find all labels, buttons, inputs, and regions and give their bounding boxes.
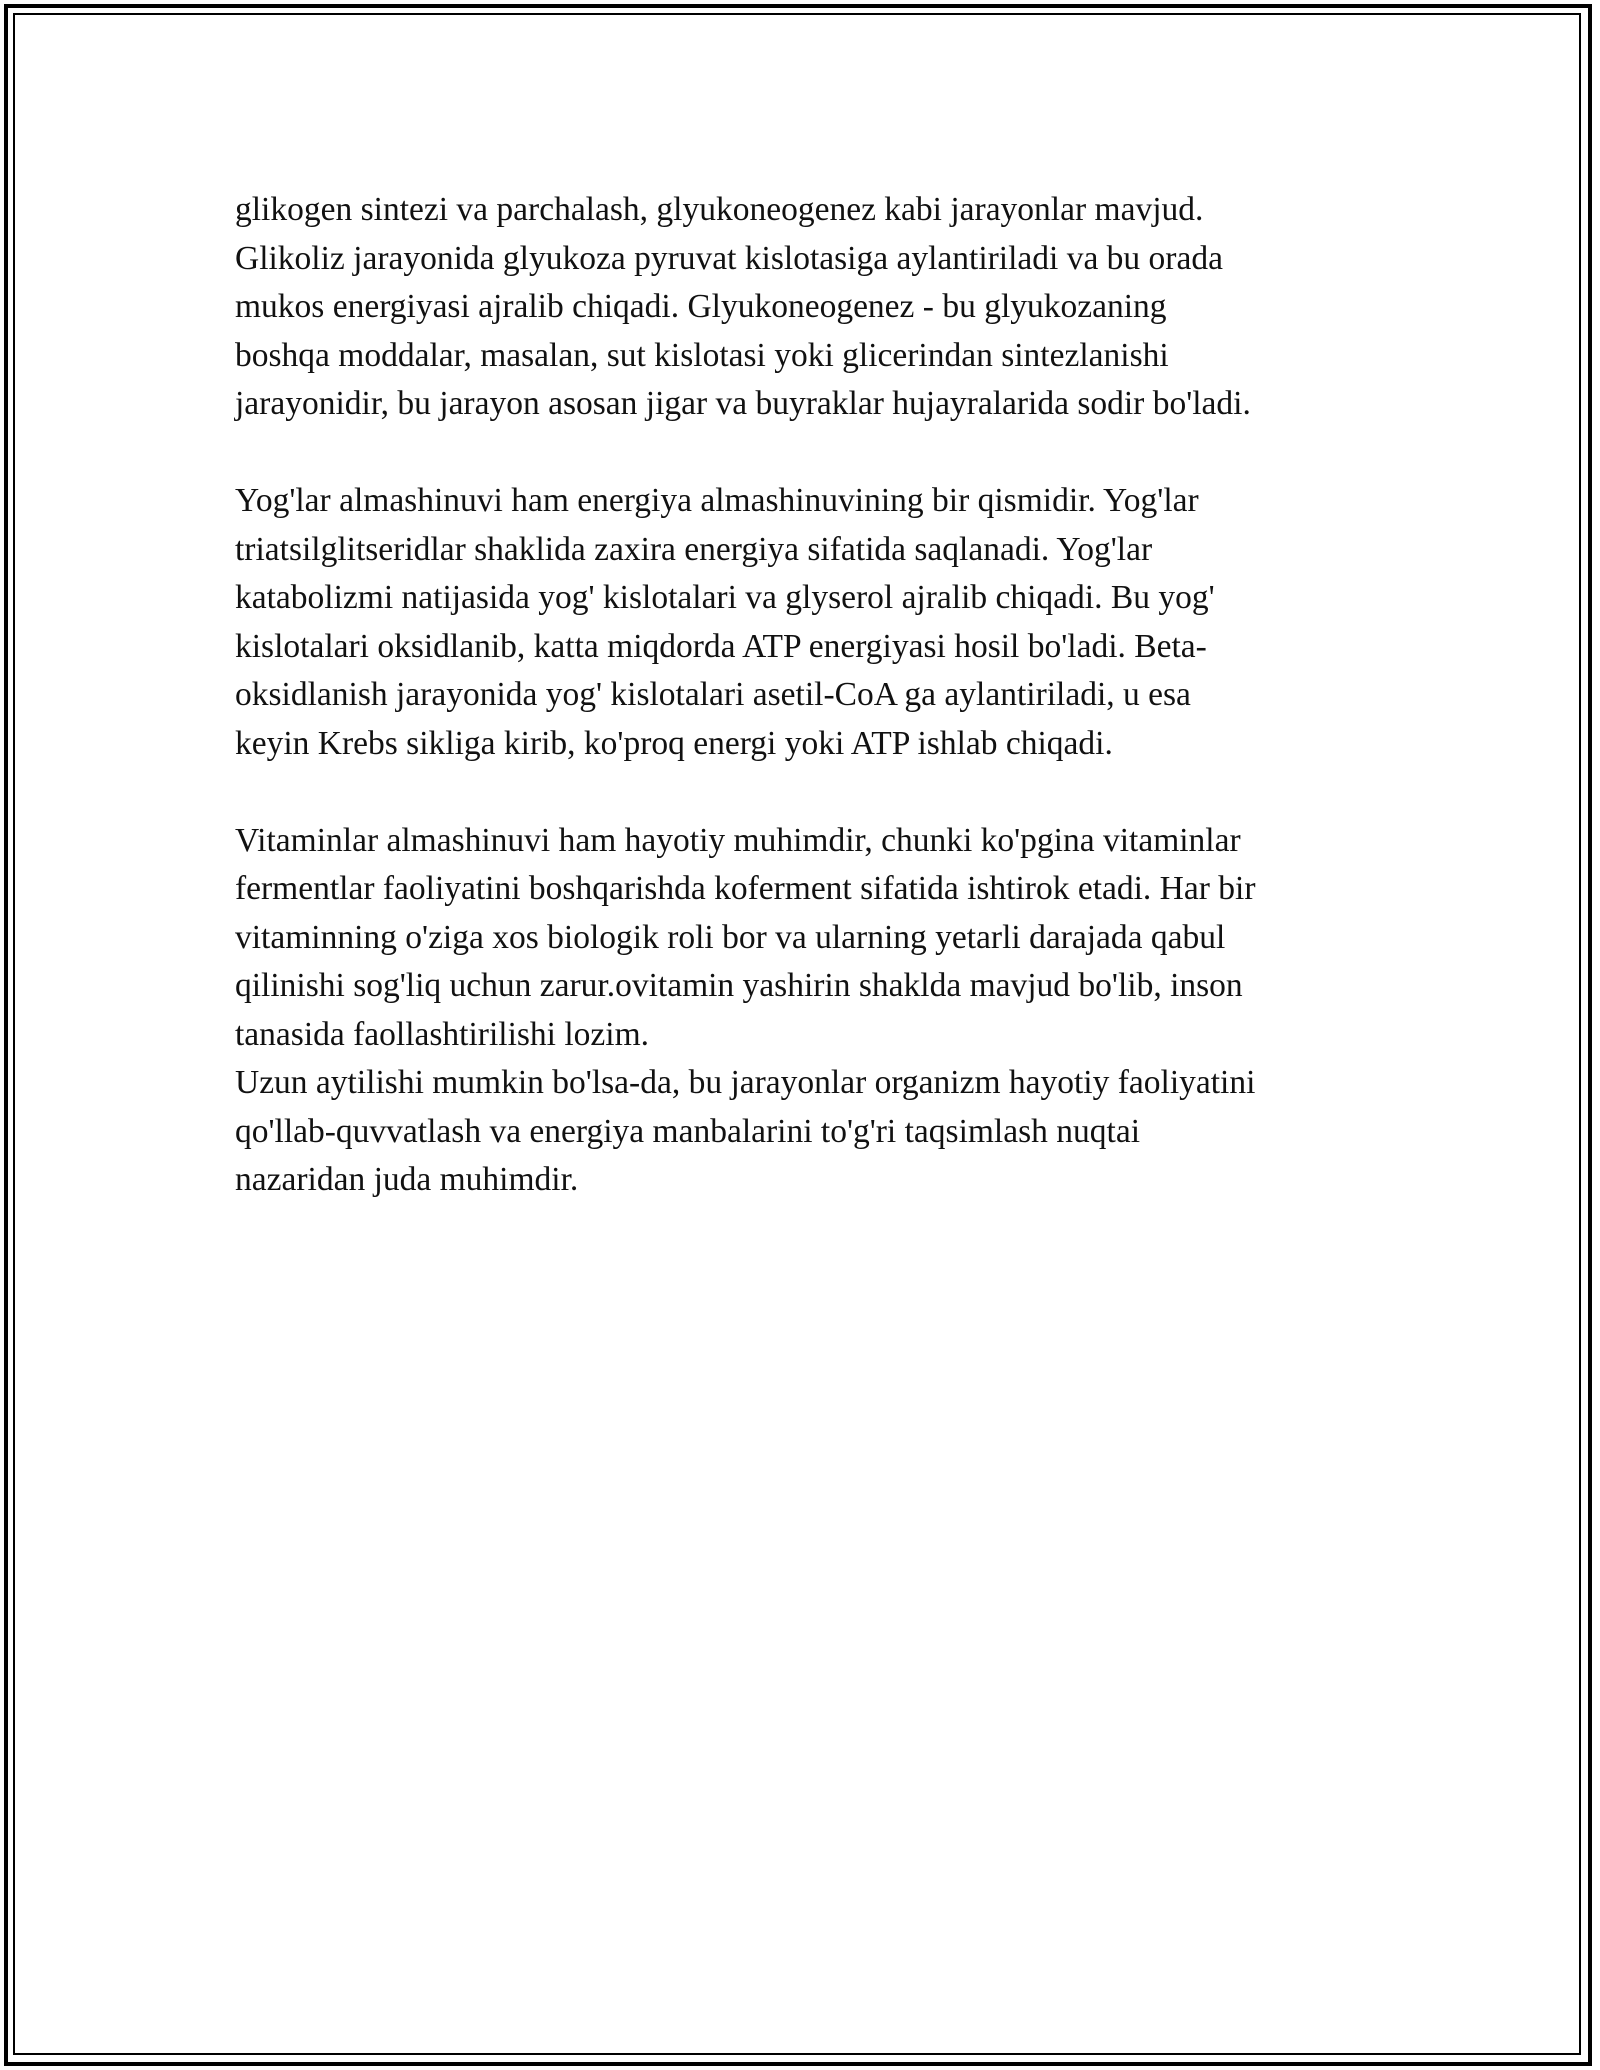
- document-body: [235, 186, 1365, 1205]
- paragraph-lipid-metabolism: [235, 477, 1365, 768]
- text-line: qilinishi sog'liq uchun zarur.ovitamin yashirin shaklda mavjud bo'lib, inson: [235, 967, 1243, 1004]
- text-line: mukos energiyasi ajralib chiqadi. Glyukoneogenez - bu glyukozaning: [235, 288, 1167, 325]
- text-line: katabolizmi natijasida yog' kislotalari va glyserol ajralib chiqadi. Bu yog': [235, 579, 1215, 616]
- text-line: Vitaminlar almashinuvi ham hayotiy muhimdir, chunki ko'pgina vitaminlar: [235, 821, 1241, 859]
- text-line: boshqa moddalar, masalan, sut kislotasi yoki glicerindan sintezlanishi: [235, 336, 1169, 374]
- text-line: Uzun aytilishi mumkin bo'lsa-da, bu jarayonlar organizm hayotiy faoliyatini: [235, 1064, 1256, 1101]
- text-line: Yog'lar almashinuvi ham energiya almashinuvining bir qismidir. Yog'lar: [235, 482, 1199, 519]
- text-line: qo'llab-quvvatlash va energiya manbalarini to'g'ri taqsimlash nuqtai: [235, 1112, 1141, 1150]
- text-line: oksidlanish jarayonida yog' kislotalari asetil-CoA ga aylantiriladi, u esa: [235, 676, 1191, 713]
- paragraph-conclusion: [235, 1059, 1365, 1205]
- text-line: jarayonidir, bu jarayon asosan jigar va buyraklar hujayralarida sodir bo'ladi.: [235, 385, 1251, 422]
- text-line: keyin Krebs sikliga kirib, ko'proq energi yoki ATP ishlab chiqadi.: [235, 724, 1113, 762]
- paragraph-carbohydrate-metabolism: [235, 186, 1365, 429]
- text-line: vitaminning o'ziga xos biologik roli bor va ularning yetarli darajada qabul: [235, 918, 1226, 956]
- text-line: kislotalari oksidlanib, katta miqdorda ATP energiyasi hosil bo'ladi. Beta-: [235, 627, 1207, 665]
- text-line: fermentlar faoliyatini boshqarishda koferment sifatida ishtirok etadi. Har bir: [235, 870, 1256, 907]
- text-line: nazaridan juda muhimdir.: [235, 1161, 579, 1198]
- paragraph-vitamin-metabolism: [235, 817, 1365, 1060]
- text-line: tanasida faollashtirilishi lozim.: [235, 1015, 650, 1053]
- text-line: glikogen sintezi va parchalash, glyukoneogenez kabi jarayonlar mavjud.: [235, 191, 1204, 228]
- text-line: triatsilglitseridlar shaklida zaxira energiya sifatida saqlanadi. Yog'lar: [235, 530, 1153, 568]
- text-line: Glikoliz jarayonida glyukoza pyruvat kislotasiga aylantiriladi va bu orada: [235, 239, 1223, 277]
